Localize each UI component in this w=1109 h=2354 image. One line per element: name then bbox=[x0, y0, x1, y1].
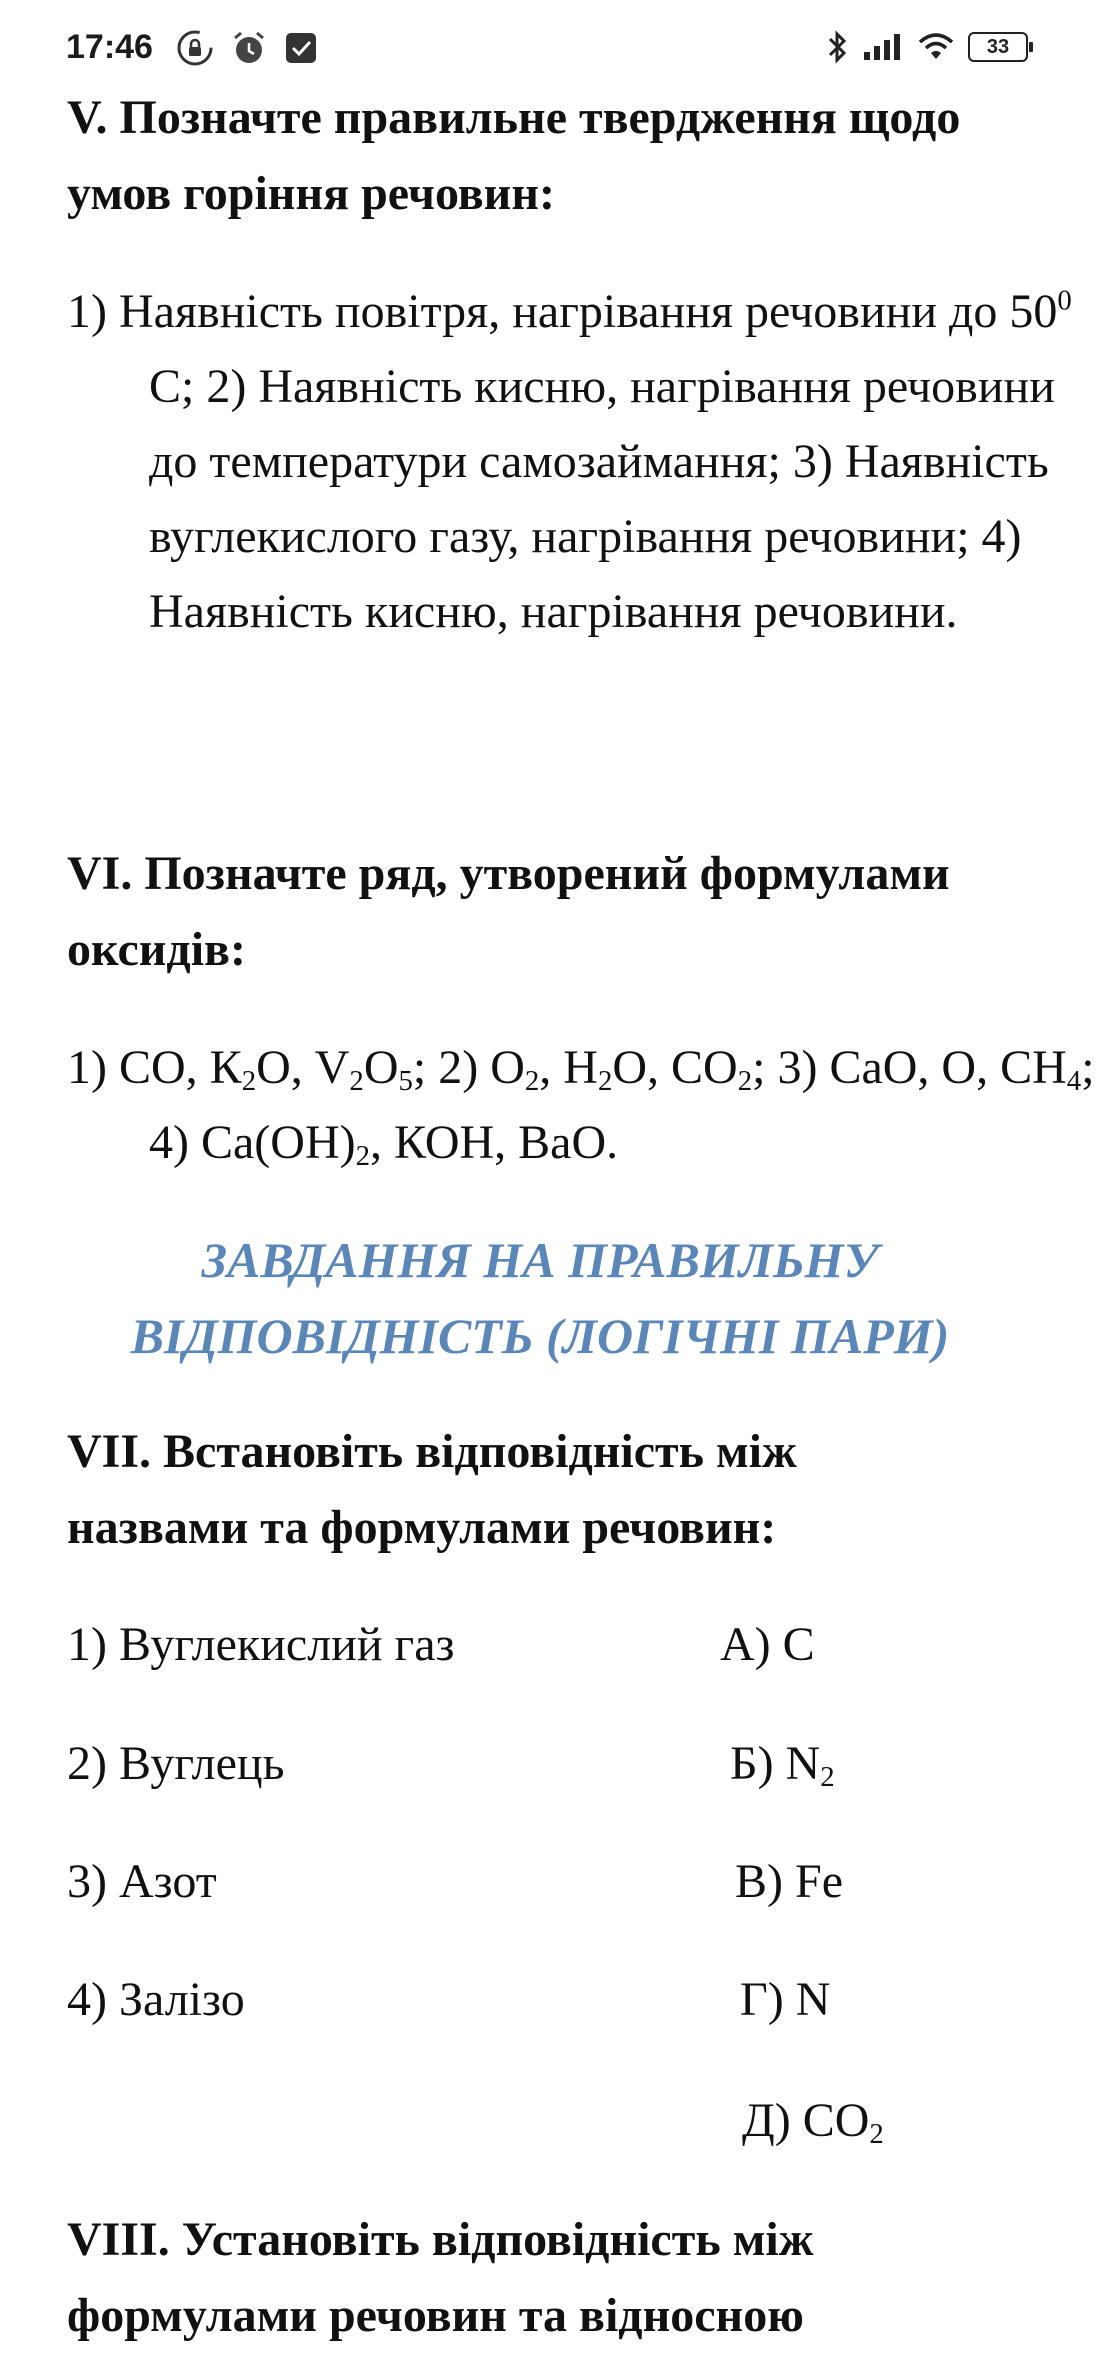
match-right-item-g: Г) N bbox=[740, 1973, 831, 2026]
question-5-options bbox=[67, 274, 1109, 649]
question-title-line: VIII. Установіть відповідність між bbox=[67, 2213, 814, 2266]
subscript: 4 bbox=[1066, 1065, 1082, 1098]
option-text: 1) Наявність повітря, нагрівання речовини до 50 bbox=[67, 285, 1058, 338]
question-title-line: формулами речовин та відносною bbox=[67, 2289, 804, 2342]
formula-text: , Н bbox=[539, 1041, 598, 1094]
rotation-lock-icon bbox=[175, 28, 215, 68]
status-time: 17:46 bbox=[66, 28, 153, 66]
subscript: 2 bbox=[241, 1065, 257, 1098]
subscript: 2 bbox=[597, 1065, 613, 1098]
subscript: 2 bbox=[737, 1065, 753, 1098]
match-left-item-2: 2) Вуглець bbox=[67, 1737, 285, 1790]
formula-text: О bbox=[363, 1041, 399, 1094]
alarm-icon bbox=[229, 28, 269, 68]
match-right-item-d bbox=[742, 2093, 884, 2151]
subscript: 5 bbox=[398, 1065, 413, 1098]
formula-text: , КОН, ВаО. bbox=[370, 1116, 619, 1169]
section-heading-line: ЗАВДАННЯ НА ПРАВИЛЬНУ bbox=[201, 1232, 879, 1288]
subscript: 2 bbox=[869, 2118, 884, 2151]
formula-text: Б) N bbox=[730, 1737, 821, 1790]
question-title-line: назвами та формулами речовин: bbox=[67, 1501, 777, 1554]
option-text: С; 2) Наявність кисню, нагрівання речовини до температури самозаймання; 3) Наявність вуглекислого газу, нагрівання речовини; 4) Наявність кисню, нагрівання речовини. bbox=[149, 360, 1055, 638]
question-title-line: оксидів: bbox=[67, 923, 246, 976]
match-left-item-1: 1) Вуглекислий газ bbox=[67, 1618, 455, 1671]
question-title-line: VII. Встановіть відповідність між bbox=[67, 1425, 797, 1478]
question-title-line: умов горіння речовин: bbox=[67, 167, 555, 220]
section-heading bbox=[0, 1222, 1080, 1374]
formula-text: 1) СО, К bbox=[67, 1041, 242, 1094]
subscript: 2 bbox=[355, 1140, 371, 1173]
subscript: 2 bbox=[820, 1761, 835, 1794]
question-title-line: V. Позначте правильне твердження щодо bbox=[67, 91, 961, 144]
question-title-line: VI. Позначте ряд, утворений формулами bbox=[67, 847, 950, 900]
question-5-title bbox=[67, 80, 1027, 232]
formula-text: Д) СО bbox=[742, 2094, 870, 2147]
question-8-title bbox=[67, 2202, 1027, 2354]
status-icons-right bbox=[826, 30, 1028, 64]
formula-text: О, V bbox=[256, 1041, 350, 1094]
match-right-item-b bbox=[730, 1736, 835, 1794]
match-left-item-4: 4) Залізо bbox=[67, 1973, 245, 2026]
formula-text: О, СО bbox=[612, 1041, 738, 1094]
question-6-title bbox=[67, 836, 1027, 988]
match-right-item-a: А) С bbox=[720, 1618, 815, 1671]
question-6-options bbox=[67, 1030, 1109, 1180]
checkbox-icon bbox=[283, 30, 319, 66]
question-7-title bbox=[67, 1414, 1027, 1566]
match-left-item-3: 3) Азот bbox=[67, 1855, 217, 1908]
battery-icon: 33 bbox=[968, 32, 1028, 62]
formula-text: ; 4) Са(ОН) bbox=[149, 1041, 1095, 1169]
formula-text: ; 3) СаО, О, СН bbox=[752, 1041, 1067, 1094]
match-right-item-v: В) Fe bbox=[735, 1855, 843, 1908]
signal-icon bbox=[862, 32, 904, 62]
superscript: 0 bbox=[1057, 284, 1072, 317]
section-heading-line: ВІДПОВІДНІСТЬ (ЛОГІЧНІ ПАРИ) bbox=[130, 1308, 950, 1364]
wifi-icon bbox=[918, 32, 954, 62]
status-icons-left bbox=[175, 28, 319, 68]
formula-text: ; 2) О bbox=[412, 1041, 525, 1094]
subscript: 2 bbox=[349, 1065, 364, 1098]
bluetooth-icon bbox=[826, 30, 848, 64]
subscript: 2 bbox=[524, 1065, 540, 1098]
